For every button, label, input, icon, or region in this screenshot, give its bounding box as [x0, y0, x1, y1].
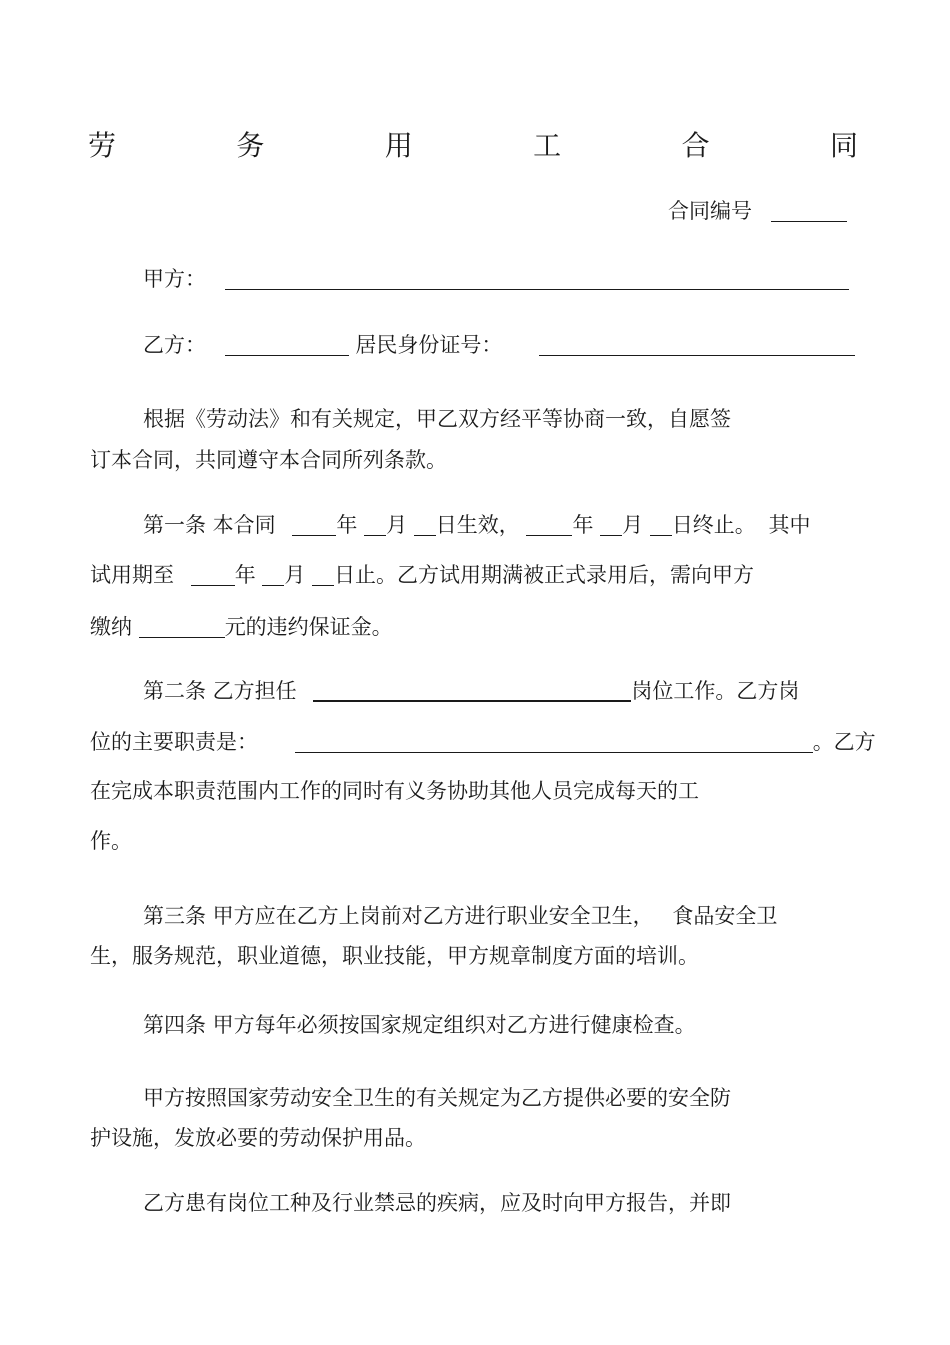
article-2-line-1: [143, 676, 799, 706]
start-month-blank[interactable]: [364, 513, 386, 536]
article-3-text-a: 第三条 甲方应在乙方上岗前对乙方进行职业安全卫生，: [143, 904, 654, 928]
article-1-lead: 第一条 本合同: [143, 513, 276, 537]
title-char: 用: [384, 129, 413, 162]
end-day-text: 日终止。: [671, 513, 756, 537]
id-number-blank[interactable]: [539, 333, 855, 356]
probation-label: 试用期至: [90, 563, 174, 587]
post-blank[interactable]: [313, 678, 631, 702]
start-day-blank[interactable]: [414, 513, 436, 536]
article-1-line-3: [90, 612, 393, 642]
start-day-text: 日生效，: [435, 513, 520, 537]
deposit-label: 缴纳: [90, 615, 132, 639]
party-a-blank[interactable]: [225, 267, 849, 290]
article-1-line-1: [143, 510, 811, 540]
year-text: 年: [234, 563, 256, 587]
document-title: [88, 128, 858, 164]
duties-blank[interactable]: [295, 730, 813, 753]
deposit-amount-blank[interactable]: [139, 615, 225, 638]
duties-tail: 。乙方: [812, 730, 876, 754]
party-b-label: 乙方：: [143, 333, 206, 357]
article-3-text-b: 食品安全卫: [672, 904, 778, 928]
title-char: 同: [829, 129, 858, 162]
contract-number-blank[interactable]: [771, 199, 847, 222]
probation-day-text: 日止。乙方试用期满被正式录用后，需向甲方: [334, 563, 755, 587]
contract-number-label: 合同编号: [668, 199, 752, 223]
probation-day-blank[interactable]: [312, 563, 334, 586]
intro-line-1: 根据《劳动法》和有关规定，甲乙双方经平等协商一致，自愿签: [143, 407, 731, 431]
post-tail: 岗位工作。乙方岗: [631, 679, 800, 703]
id-number-label: 居民身份证号：: [355, 333, 503, 357]
article-4-line-1: 第四条 甲方每年必须按国家规定组织对乙方进行健康检查。: [143, 1013, 696, 1037]
article-1-tail: 其中: [768, 513, 811, 537]
start-year-blank[interactable]: [292, 513, 336, 536]
end-day-blank[interactable]: [650, 513, 672, 536]
probation-month-blank[interactable]: [262, 563, 284, 586]
month-text: 月: [284, 563, 306, 587]
year-text: 年: [336, 513, 358, 537]
end-year-blank[interactable]: [526, 513, 572, 536]
title-char: 务: [236, 129, 265, 162]
contract-number-row: [668, 196, 847, 226]
end-month-blank[interactable]: [600, 513, 622, 536]
paragraph-6-line-1: 乙方患有岗位工种及行业禁忌的疾病，应及时向甲方报告，并即: [143, 1191, 731, 1215]
intro-line-2: 订本合同，共同遵守本合同所列条款。: [90, 448, 447, 472]
paragraph-5-line-1: 甲方按照国家劳动安全卫生的有关规定为乙方提供必要的安全防: [143, 1086, 731, 1110]
article-2-line-2: [90, 727, 876, 757]
party-b-row: [143, 330, 855, 360]
party-a-label: 甲方：: [143, 267, 206, 291]
deposit-tail: 元的违约保证金。: [224, 615, 393, 639]
article-2-lead: 第二条 乙方担任: [143, 679, 297, 703]
duties-label: 位的主要职责是：: [90, 730, 258, 754]
party-a-row: [143, 264, 849, 294]
article-2-line-4: 作。: [90, 829, 132, 853]
month-text: 月: [622, 513, 644, 537]
title-char: 工: [533, 129, 562, 162]
article-3-line-2: 生，服务规范，职业道德，职业技能，甲方规章制度方面的培训。: [90, 944, 699, 968]
month-text: 月: [386, 513, 408, 537]
title-char: 合: [681, 129, 710, 162]
paragraph-5-line-2: 护设施，发放必要的劳动保护用品。: [90, 1126, 426, 1150]
title-char: 劳: [88, 129, 117, 162]
article-1-line-2: [90, 560, 754, 590]
year-text: 年: [572, 513, 594, 537]
article-3-line-1: [143, 901, 777, 931]
party-b-name-blank[interactable]: [225, 333, 349, 356]
article-2-line-3: 在完成本职责范围内工作的同时有义务协助其他人员完成每天的工: [90, 779, 699, 803]
probation-year-blank[interactable]: [191, 563, 235, 586]
